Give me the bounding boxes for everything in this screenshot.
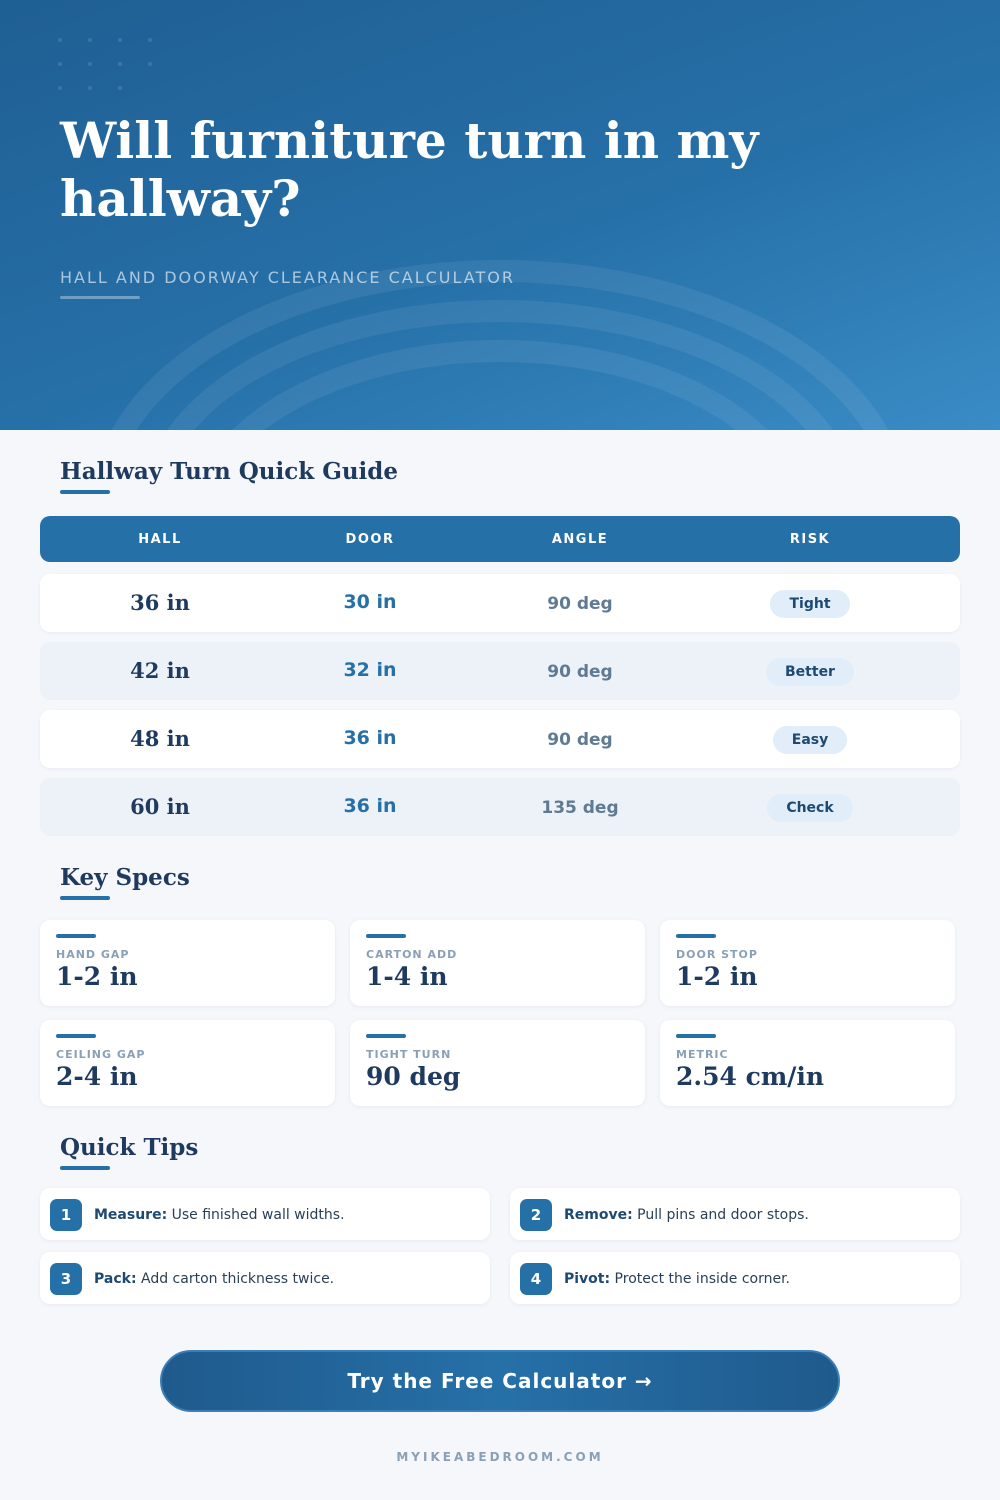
door-width: 32 in xyxy=(343,659,397,681)
hero-banner xyxy=(0,0,1000,430)
specs-heading: Key Specs xyxy=(60,864,190,891)
spec-label: DOOR STOP xyxy=(676,948,758,961)
spec-accent-bar xyxy=(366,1034,406,1038)
specs-heading-bar xyxy=(60,896,110,900)
tip-card xyxy=(510,1188,960,1240)
tip-number-badge: 2 xyxy=(520,1199,552,1231)
spec-value: 1-2 in xyxy=(56,962,138,991)
spec-value: 2.54 cm/in xyxy=(676,1062,825,1091)
tip-card xyxy=(510,1252,960,1304)
spec-card xyxy=(40,920,335,1006)
tips-heading: Quick Tips xyxy=(60,1134,199,1161)
tip-number-badge: 1 xyxy=(50,1199,82,1231)
spec-card xyxy=(660,1020,955,1106)
turn-angle: 90 deg xyxy=(547,662,613,682)
decorative-dots xyxy=(52,32,162,102)
spec-accent-bar xyxy=(366,934,406,938)
risk-badge: Better xyxy=(766,658,854,686)
spec-label: TIGHT TURN xyxy=(366,1048,452,1061)
turn-angle: 90 deg xyxy=(547,594,613,614)
tip-text xyxy=(564,1207,809,1223)
spec-card xyxy=(660,920,955,1006)
table-row xyxy=(40,710,960,768)
hall-width: 60 in xyxy=(130,794,190,819)
spec-value: 1-4 in xyxy=(366,962,448,991)
door-width: 36 in xyxy=(343,795,397,817)
spec-accent-bar xyxy=(56,934,96,938)
turn-angle: 90 deg xyxy=(547,730,613,750)
spec-value: 2-4 in xyxy=(56,1062,138,1091)
spec-card xyxy=(40,1020,335,1106)
tip-description: Use finished wall widths. xyxy=(167,1207,345,1223)
table-row xyxy=(40,778,960,836)
risk-badge: Check xyxy=(767,794,852,822)
tip-text xyxy=(94,1271,334,1287)
spec-label: HAND GAP xyxy=(56,948,130,961)
page-title: Will furniture turn in my hallway? xyxy=(60,111,759,228)
tip-number-badge: 4 xyxy=(520,1263,552,1295)
door-width: 30 in xyxy=(343,591,397,613)
tip-text xyxy=(564,1271,790,1287)
tip-description: Protect the inside corner. xyxy=(610,1271,791,1287)
column-header-hall: HALL xyxy=(138,532,182,547)
spec-card xyxy=(350,920,645,1006)
tips-heading-bar xyxy=(60,1166,110,1170)
spec-accent-bar xyxy=(56,1034,96,1038)
table-row xyxy=(40,574,960,632)
door-width: 36 in xyxy=(343,727,397,749)
tip-keyword: Measure: xyxy=(94,1207,168,1223)
tip-keyword: Pack: xyxy=(94,1271,137,1287)
spec-label: CARTON ADD xyxy=(366,948,458,961)
spec-accent-bar xyxy=(676,934,716,938)
column-header-door: DOOR xyxy=(345,532,395,547)
risk-badge: Tight xyxy=(770,590,849,618)
tip-number-badge: 3 xyxy=(50,1263,82,1295)
guide-table-header xyxy=(40,516,960,562)
column-header-angle: ANGLE xyxy=(551,532,609,547)
tip-keyword: Remove: xyxy=(564,1207,633,1223)
page-subtitle: HALL AND DOORWAY CLEARANCE CALCULATOR xyxy=(60,268,515,287)
hall-width: 48 in xyxy=(130,726,190,751)
tip-description: Pull pins and door stops. xyxy=(632,1207,809,1223)
spec-accent-bar xyxy=(676,1034,716,1038)
tip-keyword: Pivot: xyxy=(564,1271,611,1287)
tip-card xyxy=(40,1188,490,1240)
tip-card xyxy=(40,1252,490,1304)
guide-heading-bar xyxy=(60,490,110,494)
tip-description: Add carton thickness twice. xyxy=(136,1271,335,1287)
hall-width: 42 in xyxy=(130,658,190,683)
tip-text xyxy=(94,1207,345,1223)
column-header-risk: RISK xyxy=(789,532,831,547)
try-calculator-button[interactable]: Try the Free Calculator → xyxy=(160,1350,840,1412)
subtitle-underline xyxy=(60,296,140,299)
guide-heading: Hallway Turn Quick Guide xyxy=(60,458,399,485)
spec-value: 90 deg xyxy=(366,1062,461,1091)
spec-label: METRIC xyxy=(676,1048,729,1061)
spec-card xyxy=(350,1020,645,1106)
table-row xyxy=(40,642,960,700)
spec-label: CEILING GAP xyxy=(56,1048,146,1061)
footer-site-name: MYIKEABEDROOM.COM xyxy=(396,1450,604,1464)
spec-value: 1-2 in xyxy=(676,962,758,991)
turn-angle: 135 deg xyxy=(541,798,619,818)
risk-badge: Easy xyxy=(773,726,847,754)
hall-width: 36 in xyxy=(130,590,190,615)
